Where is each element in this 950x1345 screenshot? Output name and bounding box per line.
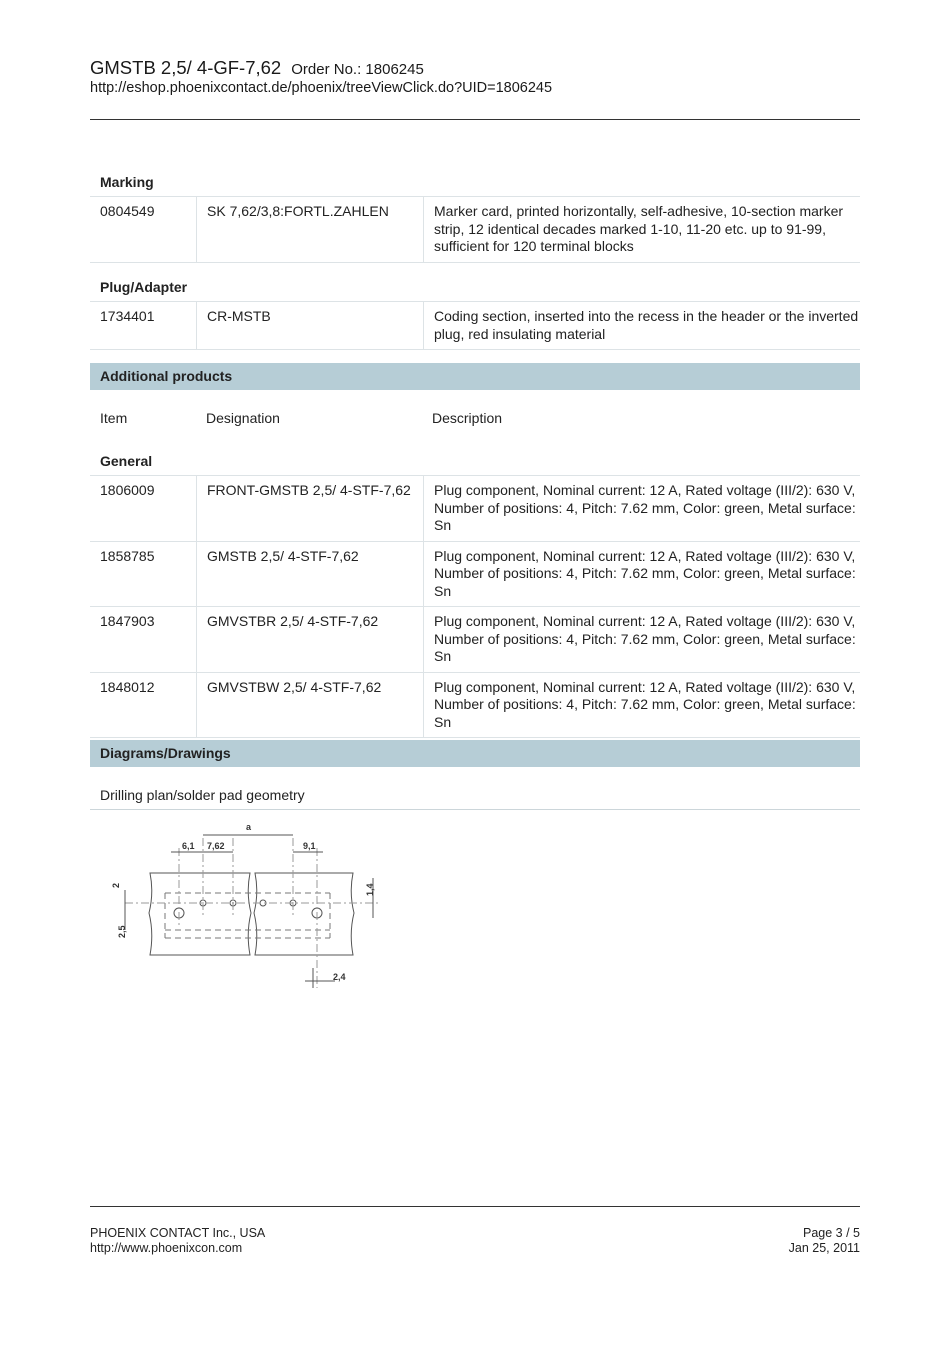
table-row bbox=[90, 197, 860, 263]
dim-2: 2 bbox=[111, 882, 121, 888]
description: Coding section, inserted into the recess in the header or the inverted plug, red insulating material bbox=[424, 302, 861, 350]
item-number[interactable]: 0804549 bbox=[90, 197, 197, 263]
page-number: Page 3 / 5 bbox=[803, 1226, 860, 1240]
dim-a: a bbox=[246, 822, 252, 832]
board-outline-right bbox=[254, 873, 354, 955]
additional-products-header bbox=[90, 363, 860, 390]
dim-1-4: 1,4 bbox=[365, 883, 375, 896]
footer-divider bbox=[90, 1206, 860, 1207]
description: Plug component, Nominal current: 12 A, Rated voltage (III/2): 630 V, Number of positions: 4, Pitch: 7.62 mm, Color: green, Metal surface: Sn bbox=[424, 476, 861, 542]
table-row bbox=[90, 607, 860, 673]
marking-table bbox=[90, 196, 860, 263]
designation: CR-MSTB bbox=[197, 302, 424, 350]
section-title: Diagrams/Drawings bbox=[100, 745, 231, 761]
dim-6-1: 6,1 bbox=[182, 841, 195, 851]
header-divider bbox=[90, 119, 860, 120]
product-name: GMSTB 2,5/ 4-GF-7,62 bbox=[90, 57, 282, 78]
dim-7-62: 7,62 bbox=[207, 841, 225, 851]
board-outline-left bbox=[149, 873, 251, 955]
general-label: General bbox=[100, 453, 153, 469]
designation: GMVSTBR 2,5/ 4-STF-7,62 bbox=[197, 607, 424, 673]
description: Plug component, Nominal current: 12 A, Rated voltage (III/2): 630 V, Number of positions: 4, Pitch: 7.62 mm, Color: green, Metal surface: Sn bbox=[424, 541, 861, 607]
designation: FRONT-GMSTB 2,5/ 4-STF-7,62 bbox=[197, 476, 424, 542]
plug-adapter-table bbox=[90, 301, 860, 350]
table-row bbox=[90, 672, 860, 738]
order-number: Order No.: 1806245 bbox=[291, 61, 424, 78]
company-name: PHOENIX CONTACT Inc., USA bbox=[90, 1226, 266, 1240]
item-number[interactable]: 1848012 bbox=[90, 672, 197, 738]
company-website[interactable]: http://www.phoenixcon.com bbox=[90, 1241, 243, 1255]
column-header-item: Item bbox=[100, 410, 128, 426]
dim-2-5: 2,5 bbox=[117, 925, 127, 938]
designation: GMSTB 2,5/ 4-STF-7,62 bbox=[197, 541, 424, 607]
additional-products-table bbox=[90, 475, 860, 738]
dim-9-1: 9,1 bbox=[303, 841, 316, 851]
designation: SK 7,62/3,8:FORTL.ZAHLEN bbox=[197, 197, 424, 263]
document-date: Jan 25, 2011 bbox=[788, 1241, 860, 1255]
table-row bbox=[90, 541, 860, 607]
section-title: Additional products bbox=[100, 368, 233, 384]
column-header-description: Description bbox=[432, 410, 503, 426]
item-number[interactable]: 1734401 bbox=[90, 302, 197, 350]
column-header-designation: Designation bbox=[206, 410, 280, 426]
diagrams-header bbox=[90, 740, 860, 767]
description: Plug component, Nominal current: 12 A, Rated voltage (III/2): 630 V, Number of positions: 4, Pitch: 7.62 mm, Color: green, Metal surface: Sn bbox=[424, 672, 861, 738]
document-title bbox=[90, 57, 424, 79]
designation: GMVSTBW 2,5/ 4-STF-7,62 bbox=[197, 672, 424, 738]
description: Plug component, Nominal current: 12 A, Rated voltage (III/2): 630 V, Number of positions: 4, Pitch: 7.62 mm, Color: green, Metal surface: Sn bbox=[424, 607, 861, 673]
marking-label: Marking bbox=[100, 174, 154, 190]
item-number[interactable]: 1806009 bbox=[90, 476, 197, 542]
footer-left bbox=[90, 1226, 265, 1256]
item-number[interactable]: 1858785 bbox=[90, 541, 197, 607]
dim-2-4: 2,4 bbox=[333, 972, 346, 982]
drawing-caption: Drilling plan/solder pad geometry bbox=[100, 787, 305, 803]
table-row bbox=[90, 302, 860, 350]
plug-adapter-label: Plug/Adapter bbox=[100, 279, 188, 295]
table-row bbox=[90, 476, 860, 542]
item-number[interactable]: 1847903 bbox=[90, 607, 197, 673]
description: Marker card, printed horizontally, self-adhesive, 10-section marker strip, 12 identical decades marked 1-10, 11-20 etc. up to 91-99, sufficient for 120 terminal blocks bbox=[424, 197, 861, 263]
footer-right bbox=[789, 1226, 860, 1256]
drilling-plan-drawing bbox=[105, 818, 395, 998]
caption-divider bbox=[90, 809, 860, 810]
product-url[interactable]: http://eshop.phoenixcontact.de/phoenix/treeViewClick.do?UID=1806245 bbox=[90, 80, 553, 96]
